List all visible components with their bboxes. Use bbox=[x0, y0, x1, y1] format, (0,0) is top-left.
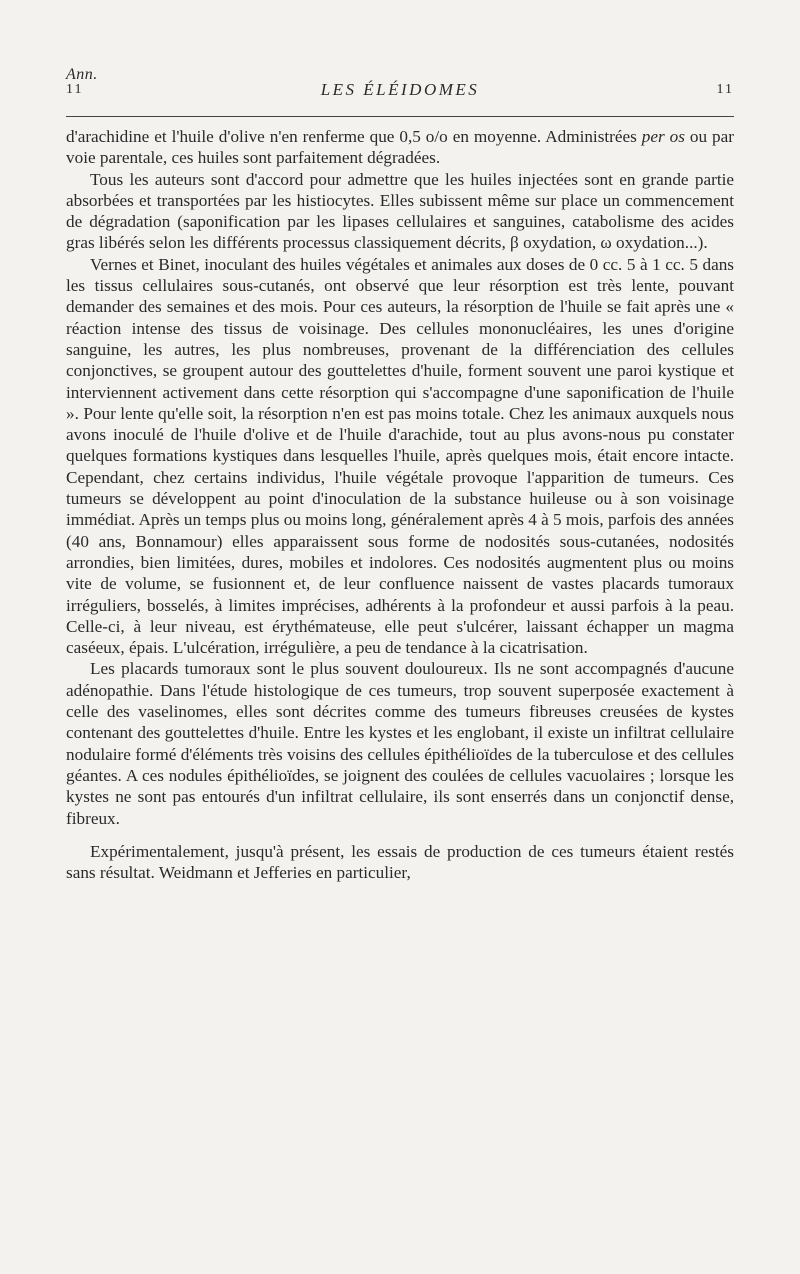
paragraph-text: d'arachidine et l'huile d'olive n'en renferme que 0,5 o/o en moyenne. Administrées bbox=[66, 127, 642, 146]
body-text bbox=[66, 126, 734, 883]
paragraph-text: ou par voie parentale, ces huiles sont parfaitement dégradées. bbox=[66, 127, 734, 168]
paragraph: Expérimentalement, jusqu'à présent, les essais de production de ces tumeurs étaient restés sans résultat. Weidmann et Jefferies en particulier, bbox=[66, 841, 734, 883]
page-number: 11 bbox=[716, 82, 734, 97]
margin-note: Ann. bbox=[66, 66, 98, 83]
running-head bbox=[66, 82, 734, 108]
latin-phrase: per os bbox=[641, 127, 685, 146]
paragraph: Vernes et Binet, inoculant des huiles végétales et animales aux doses de 0 cc. 5 à 1 cc. 5 dans les tissus cellulaires sous-cutanés, ont observé que leur résorption est très lente, pouvant demander des semaines et des mois. Pour ces auteurs, la résorption de l'huile se fait après une « réaction intense des tissus de voisinage. Des cellules mononucléaires, les unes d'origine sanguine, les autres, les plus nombreuses, provenant de la différenciation des cellules conjonctives, se groupent autour des gouttelettes d'huile, forment souvent une paroi kystique et interviennent activement dans cette résorption qui s'accompagne d'une saponification de l'huile ». Pour lente qu'elle soit, la résorption n'en est pas moins totale. Chez les animaux auxquels nous avons inoculé de l'huile d'olive et de l'huile d'arachide, tout au plus avons-nous pu constater quelques formations kystiques dans lesquelles l'huile, après quelques mois, était encore intacte. Cependant, chez certains individus, l'huile végétale provoque l'apparition de tumeurs. Ces tumeurs se développent au point d'inoculation de la substance huileuse ou à son voisinage immédiat. Après un temps plus ou moins long, généralement après 4 à 5 mois, parfois des années (40 ans, Bonnamour) elles apparaissent sous forme de nodosités sous-cutanées, nodosités arrondies, bien limitées, dures, mobiles et indolores. Ces nodosités augmentent plus ou moins vite de volume, se fusionnent et, de leur confluence naissent de vastes placards tumoraux irréguliers, bosselés, à limites imprécises, adhérents à la profondeur et aussi parfois à la peau. Celle-ci, à leur niveau, est érythémateuse, elle peut s'ulcérer, laissant échapper un magma caséeux, épais. L'ulcération, irrégulière, a peu de tendance à la cicatrisation. bbox=[66, 254, 734, 658]
header-rule bbox=[66, 116, 734, 117]
running-title: LES ÉLÉIDOMES bbox=[320, 80, 480, 99]
paragraph: Les placards tumoraux sont le plus souvent douloureux. Ils ne sont accompagnés d'aucune adénopathie. Dans l'étude histologique de ces tumeurs, trop souvent superposée exactement à celle des vaselinomes, elles sont décrites comme des tumeurs fibreuses creusées de kystes contenant des gouttelettes d'huile. Entre les kystes et les englobant, il existe un infiltrat cellulaire nodulaire formé d'éléments très voisins des cellules épithélioïdes de la tuberculose et des cellules géantes. A ces nodules épithélioïdes, se joignent des coulées de cellules vacuolaires ; lorsque les kystes ne sont pas entourés d'un infiltrat cellulaire, ils sont enserrés dans un conjonctif dense, fibreux. bbox=[66, 659, 734, 828]
paragraph bbox=[66, 126, 734, 169]
left-folio: 11 bbox=[66, 82, 84, 97]
paragraph: Tous les auteurs sont d'accord pour admettre que les huiles injectées sont en grande partie absorbées et transportées par les histiocytes. Elles subissent même sur place un commencement de dégradation (saponification par les lipases cellulaires et sanguines, catabolisme des acides gras libérés selon les différents processus classiquement décrits, β oxydation, ω oxydation...). bbox=[66, 169, 734, 253]
